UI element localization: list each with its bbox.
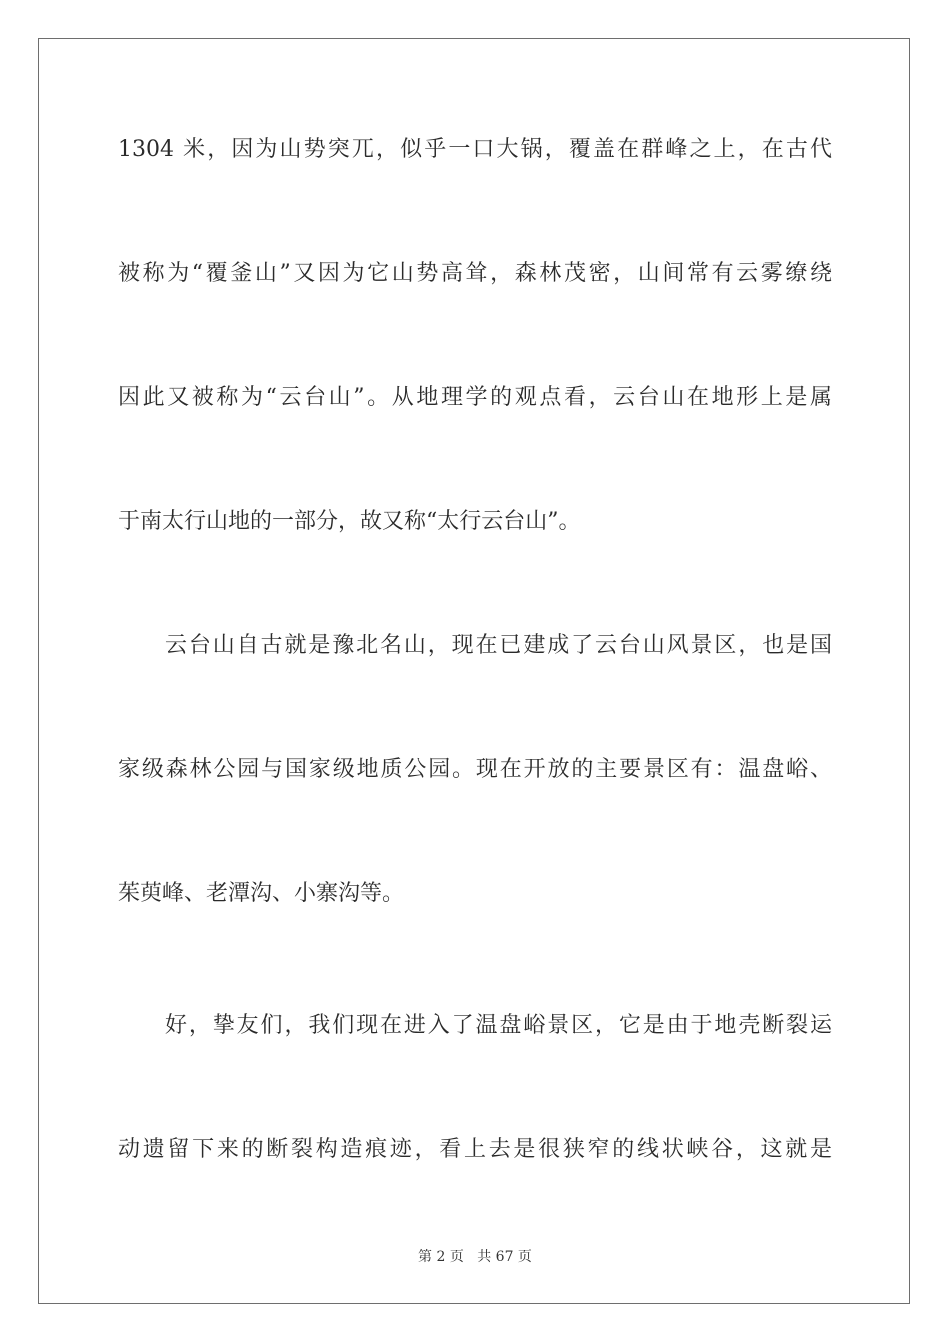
text-line: 于南太行山地的一部分，故又称“太行云台山”。 [118, 509, 581, 534]
page-footer [0, 1246, 950, 1266]
paragraph-first-line: 云台山自古就是豫北名山，现在已建成了云台山风景区，也是国 [165, 633, 832, 658]
text-line: 家级森林公园与国家级地质公园。现在开放的主要景区有：温盘峪、 [118, 757, 832, 782]
page-border [38, 38, 910, 1304]
page-total: 共 67 页 [477, 1249, 532, 1265]
text-line: 1304 米，因为山势突兀，似乎一口大锅，覆盖在群峰之上，在古代 [118, 137, 832, 162]
text-line: 动遗留下来的断裂构造痕迹，看上去是很狭窄的线状峡谷，这就是 [118, 1137, 832, 1162]
text-line: 被称为“覆釜山”又因为它山势高耸，森林茂密，山间常有云雾缭绕 [118, 261, 832, 286]
paragraph-first-line: 好，挚友们，我们现在进入了温盘峪景区，它是由于地壳断裂运 [165, 1013, 832, 1038]
text-line: 因此又被称为“云台山”。从地理学的观点看，云台山在地形上是属 [118, 385, 832, 410]
page-number: 第 2 页 [418, 1249, 464, 1265]
text-line: 茱萸峰、老潭沟、小寨沟等。 [118, 881, 405, 906]
